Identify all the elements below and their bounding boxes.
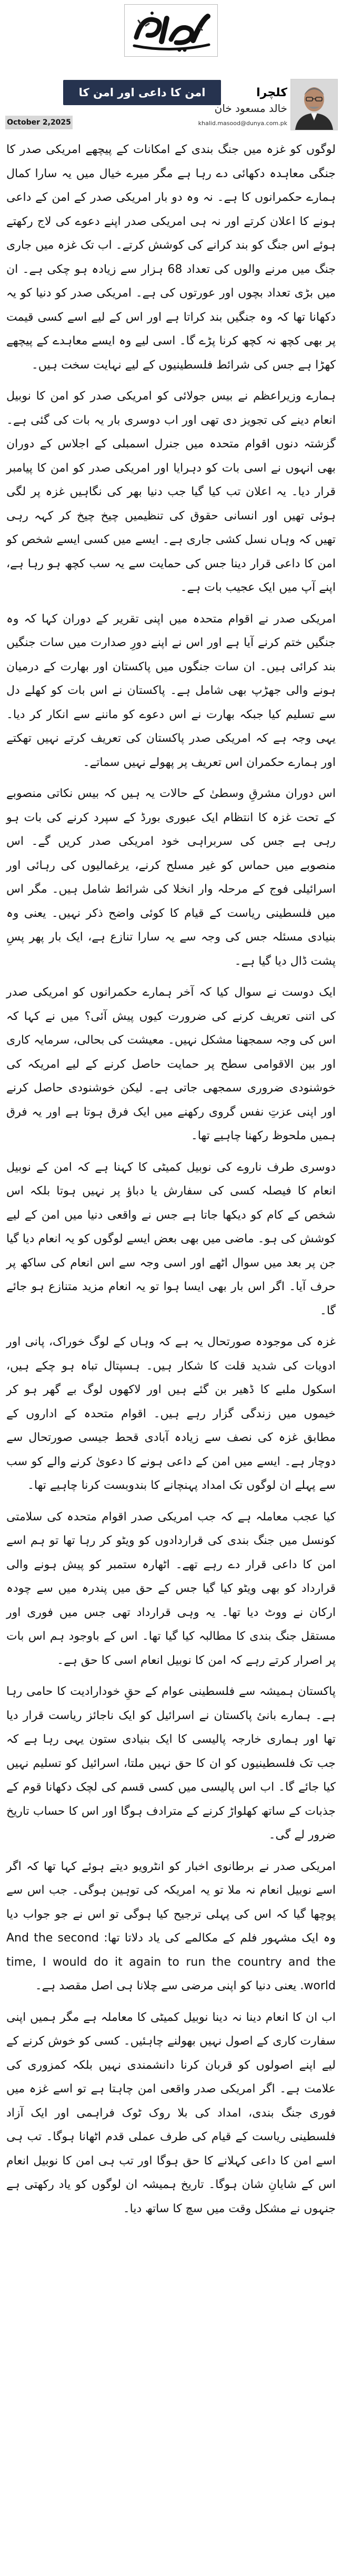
paragraph-1: لوگوں کو غزہ میں جنگ بندی کے امکانات کے پیچھے امریکی صدر کا جنگی معاہدہ دکھائی دے رہا ہے مگر میرے خیال میں یہ سارا کمال ہمارے حکمرانوں کا ہے۔ نہ وہ دو بار امریکی صدر کے امن کے داعی ہونے کا اعلان کرتے اور نہ ہی امریکی صدر اپنے دعوے کی لاج رکھتے ہوئے اس جنگ کو بند کرانے کی کوشش کرتے۔ اب تک غزہ میں جاری جنگ میں مرنے والوں کی تعداد 68 ہزار سے زیادہ ہو چکی ہے۔ ان میں بڑی تعداد بچوں اور عورتوں کی ہے۔ امریکی صدر کو دنیا کو یہ دکھانا تھا کہ وہ جنگیں بند کراتا ہے اور اس کے لیے اسے کسی قیمت پر بھی کچھ نہ کچھ کرنا پڑے گا۔ اسی لیے وہ ایسے معاہدے کے پیچھے کھڑا ہے جس کی شرائط فلسطینیوں کے لیے نہایت سخت ہیں۔	[6, 143, 336, 372]
author-name: خالد مسعود خان	[214, 102, 287, 115]
author-photo	[290, 79, 338, 130]
paragraph-11: اب ان کا انعام دینا نہ دینا نوبیل کمیٹی کا معاملہ ہے مگر ہمیں اپنی سفارت کاری کے اصول نہیں بھولنے چاہئیں۔ کسی کو خوش کرنے کے لیے اپنے اصولوں کو قربان کرنا دانشمندی نہیں بلکہ کمزوری کی علامت ہے۔ اگر امریکی صدر واقعی امن چاہتا ہے تو اسے غزہ میں فوری جنگ بندی، امداد کی بلا روک ٹوک فراہمی اور ایک آزاد فلسطینی ریاست کے قیام کی طرف عملی قدم اٹھانا ہوگا۔ تب ہی اسے امن کا داعی کہلانے کا حق ہوگا اور تب ہی امن کا نوبیل انعام اس کے شایانِ شان ہوگا۔ تاریخ ہمیشہ ان لوگوں کو یاد رکھتی ہے جنہوں نے مشکل وقت میں سچ کا ساتھ دیا۔	[6, 2010, 336, 2215]
author-email[interactable]: khalid.masood@dunya.com.pk	[198, 120, 287, 127]
paragraph-5: ایک دوست نے سوال کیا کہ آخر ہمارے حکمرانوں کو امریکی صدر کی اتنی تعریف کرنے کی ضرورت کیوں پیش آئی؟ میں نے کہا کہ اس کی وجہ سمجھنا مشکل نہیں۔ معیشت کی بحالی، سرمایہ کاری اور بین الاقوامی سطح پر حمایت حاصل کرنے کے لیے امریکہ کی خوشنودی ضروری سمجھی جاتی ہے۔ لیکن خوشنودی حاصل کرنے اور اپنی عزتِ نفس گروی رکھنے میں ایک فرق ہوتا ہے اور یہ فرق ہمیں ملحوظ رکھنا چاہیے تھا۔	[6, 986, 336, 1142]
column-title: امن کا داعی اور امن کا نوبیل انعام	[63, 80, 221, 105]
paragraph-7: غزہ کی موجودہ صورتحال یہ ہے کہ وہاں کے لوگ خوراک، پانی اور ادویات کی شدید قلت کا شکار ہیں۔ ہسپتال تباہ ہو چکے ہیں، اسکول ملبے کا ڈھیر بن گئے ہیں اور لاکھوں لوگ بے گھر ہو کر خیموں میں زندگی گزار رہے ہیں۔ اقوام متحدہ کے اداروں کے مطابق غزہ کی نصف سے زیادہ آبادی قحط جیسی صورتحال سے دوچار ہے۔ ایسے میں امن کے داعی ہونے کا دعویٰ کرنے والے کو سب سے پہلے ان لوگوں تک امداد پہنچانے کا بندوبست کرنا چاہیے تھا۔	[6, 1335, 336, 1492]
paragraph-9: پاکستان ہمیشہ سے فلسطینی عوام کے حقِ خودارادیت کا حامی رہا ہے۔ ہمارے بانیٔ پاکستان نے اسرائیل کو ایک ناجائز ریاست قرار دیا تھا اور ہماری خارجہ پالیسی کا ایک بنیادی ستون یہی رہا ہے کہ جب تک فلسطینیوں کو ان کا حق نہیں ملتا، اسرائیل کو تسلیم نہیں کیا جائے گا۔ اب اس پالیسی میں کسی قسم کی لچک دکھانا قوم کے جذبات کے ساتھ کھلواڑ کرنے کے مترادف ہوگا اور اس کا حساب تاریخ ضرور لے گی۔	[6, 1685, 336, 1842]
paragraph-3: امریکی صدر نے اقوام متحدہ میں اپنی تقریر کے دوران کہا کہ وہ جنگیں ختم کرنے آیا ہے اور اس نے اپنے دورِ صدارت میں سات جنگیں بند کرائی ہیں۔ ان سات جنگوں میں پاکستان اور بھارت کے درمیان ہونے والی جھڑپ بھی شامل ہے۔ پاکستان نے اس بات کو کھلے دل سے تسلیم کیا جبکہ بھارت نے اس دعوے کو ماننے سے انکار کر دیا۔ یہی وجہ ہے کہ امریکی صدر پاکستان کی تعریف کرتے نہیں تھکتے اور ہمارے حکمران اس تعریف پر پھولے نہیں سماتے۔	[6, 612, 336, 769]
publish-date: October 2,2025	[5, 116, 73, 129]
byline-bar	[0, 79, 342, 131]
paragraph-8: کیا عجب معاملہ ہے کہ جب امریکی صدر اقوام متحدہ کی سلامتی کونسل میں جنگ بندی کی قراردادوں کو ویٹو کر رہا تھا تو ہم اسے امن کا داعی قرار دے رہے تھے۔ اٹھارہ ستمبر کو پیش ہونے والی قرارداد کو بھی ویٹو کیا گیا جس کے حق میں پندرہ میں سے چودہ ارکان نے ووٹ دیا تھا۔ یہ وہی قرارداد تھی جس میں فوری اور مستقل جنگ بندی کا مطالبہ کیا گیا تھا۔ اس کے باوجود ہم اس بات پر اصرار کرتے رہے کہ امن کا نوبیل انعام اسی کا حق ہے۔	[6, 1510, 336, 1667]
paragraph-4: اس دوران مشرقِ وسطیٰ کے حالات یہ ہیں کہ بیس نکاتی منصوبے کے تحت غزہ کا انتظام ایک عبوری بورڈ کے سپرد کرنے کی بات ہو رہی ہے جس کی سربراہی خود امریکی صدر کریں گے۔ اس منصوبے میں حماس کو غیر مسلح کرنے، یرغمالیوں کی رہائی اور اسرائیلی فوج کے مرحلہ وار انخلا کی شرائط شامل ہیں۔ مگر اس میں فلسطینی ریاست کے قیام کا کوئی واضح ذکر نہیں۔ یعنی وہ بنیادی مسئلہ جس کی وجہ سے یہ سارا تنازع ہے، ایک بار پھر پسِ پشت ڈال دیا گیا ہے۔	[6, 787, 336, 968]
paragraph-10: امریکی صدر نے برطانوی اخبار کو انٹرویو دیتے ہوئے کہا تھا کہ اگر اسے نوبیل انعام نہ ملا تو یہ امریکہ کی توہین ہوگی۔ جب اس سے پوچھا گیا کہ اس کی پہلی ترجیح کیا ہوگی تو اس نے جو جواب دیا وہ ایک مشہور فلم کے مکالمے کی یاد دلاتا تھا: And the second time, I would do it again to run the country and the world. یعنی دنیا کو اپنی مرضی سے چلانا ہی اصل مقصد ہے۔	[6, 1859, 336, 1992]
author-badge: کلچرا	[256, 86, 287, 99]
paragraph-2: ہمارے وزیراعظم نے بیس جولائی کو امریکی صدر کو امن کا نوبیل انعام دینے کی تجویز دی تھی اور اب دوسری بار یہ بات کی گئی ہے۔ گزشتہ دنوں اقوام متحدہ میں جنرل اسمبلی کے اجلاس کے دوران بھی انہوں نے اسی بات کو دہرایا اور امریکی صدر کو امن کا پیامبر قرار دیا۔ یہ اعلان تب کیا گیا جب دنیا بھر کی نگاہیں غزہ پر لگی ہوئی تھیں اور انسانی حقوق کی تنظیمیں چیخ چیخ کر کہہ رہی تھیں کہ وہاں نسل کشی جاری ہے۔ ایسے میں کسی ایسے شخص کو امن کا داعی قرار دینا جس کی حمایت سے یہ سب کچھ ہو رہا ہے، اپنے آپ میں ایک عجیب بات ہے۔	[6, 390, 336, 594]
masthead	[0, 0, 342, 62]
newspaper-logo	[124, 4, 218, 57]
paragraph-6: دوسری طرف ناروے کی نوبیل کمیٹی کا کہنا ہے کہ امن کے نوبیل انعام کا فیصلہ کسی کی سفارش یا دباؤ پر نہیں ہوتا بلکہ اس شخص کے کام کو دیکھا جاتا ہے جس نے واقعی دنیا میں امن کے لیے کوشش کی ہو۔ ماضی میں بھی بعض ایسے لوگوں کو یہ انعام دیا گیا جن پر بعد میں سوال اٹھے اور اسی وجہ سے اس انعام کی ساکھ پر حرف آیا۔ اگر اس بار بھی ایسا ہوا تو یہ انعام مزید متنازع ہو جائے گا۔	[6, 1160, 336, 1317]
article-body	[6, 138, 336, 2228]
